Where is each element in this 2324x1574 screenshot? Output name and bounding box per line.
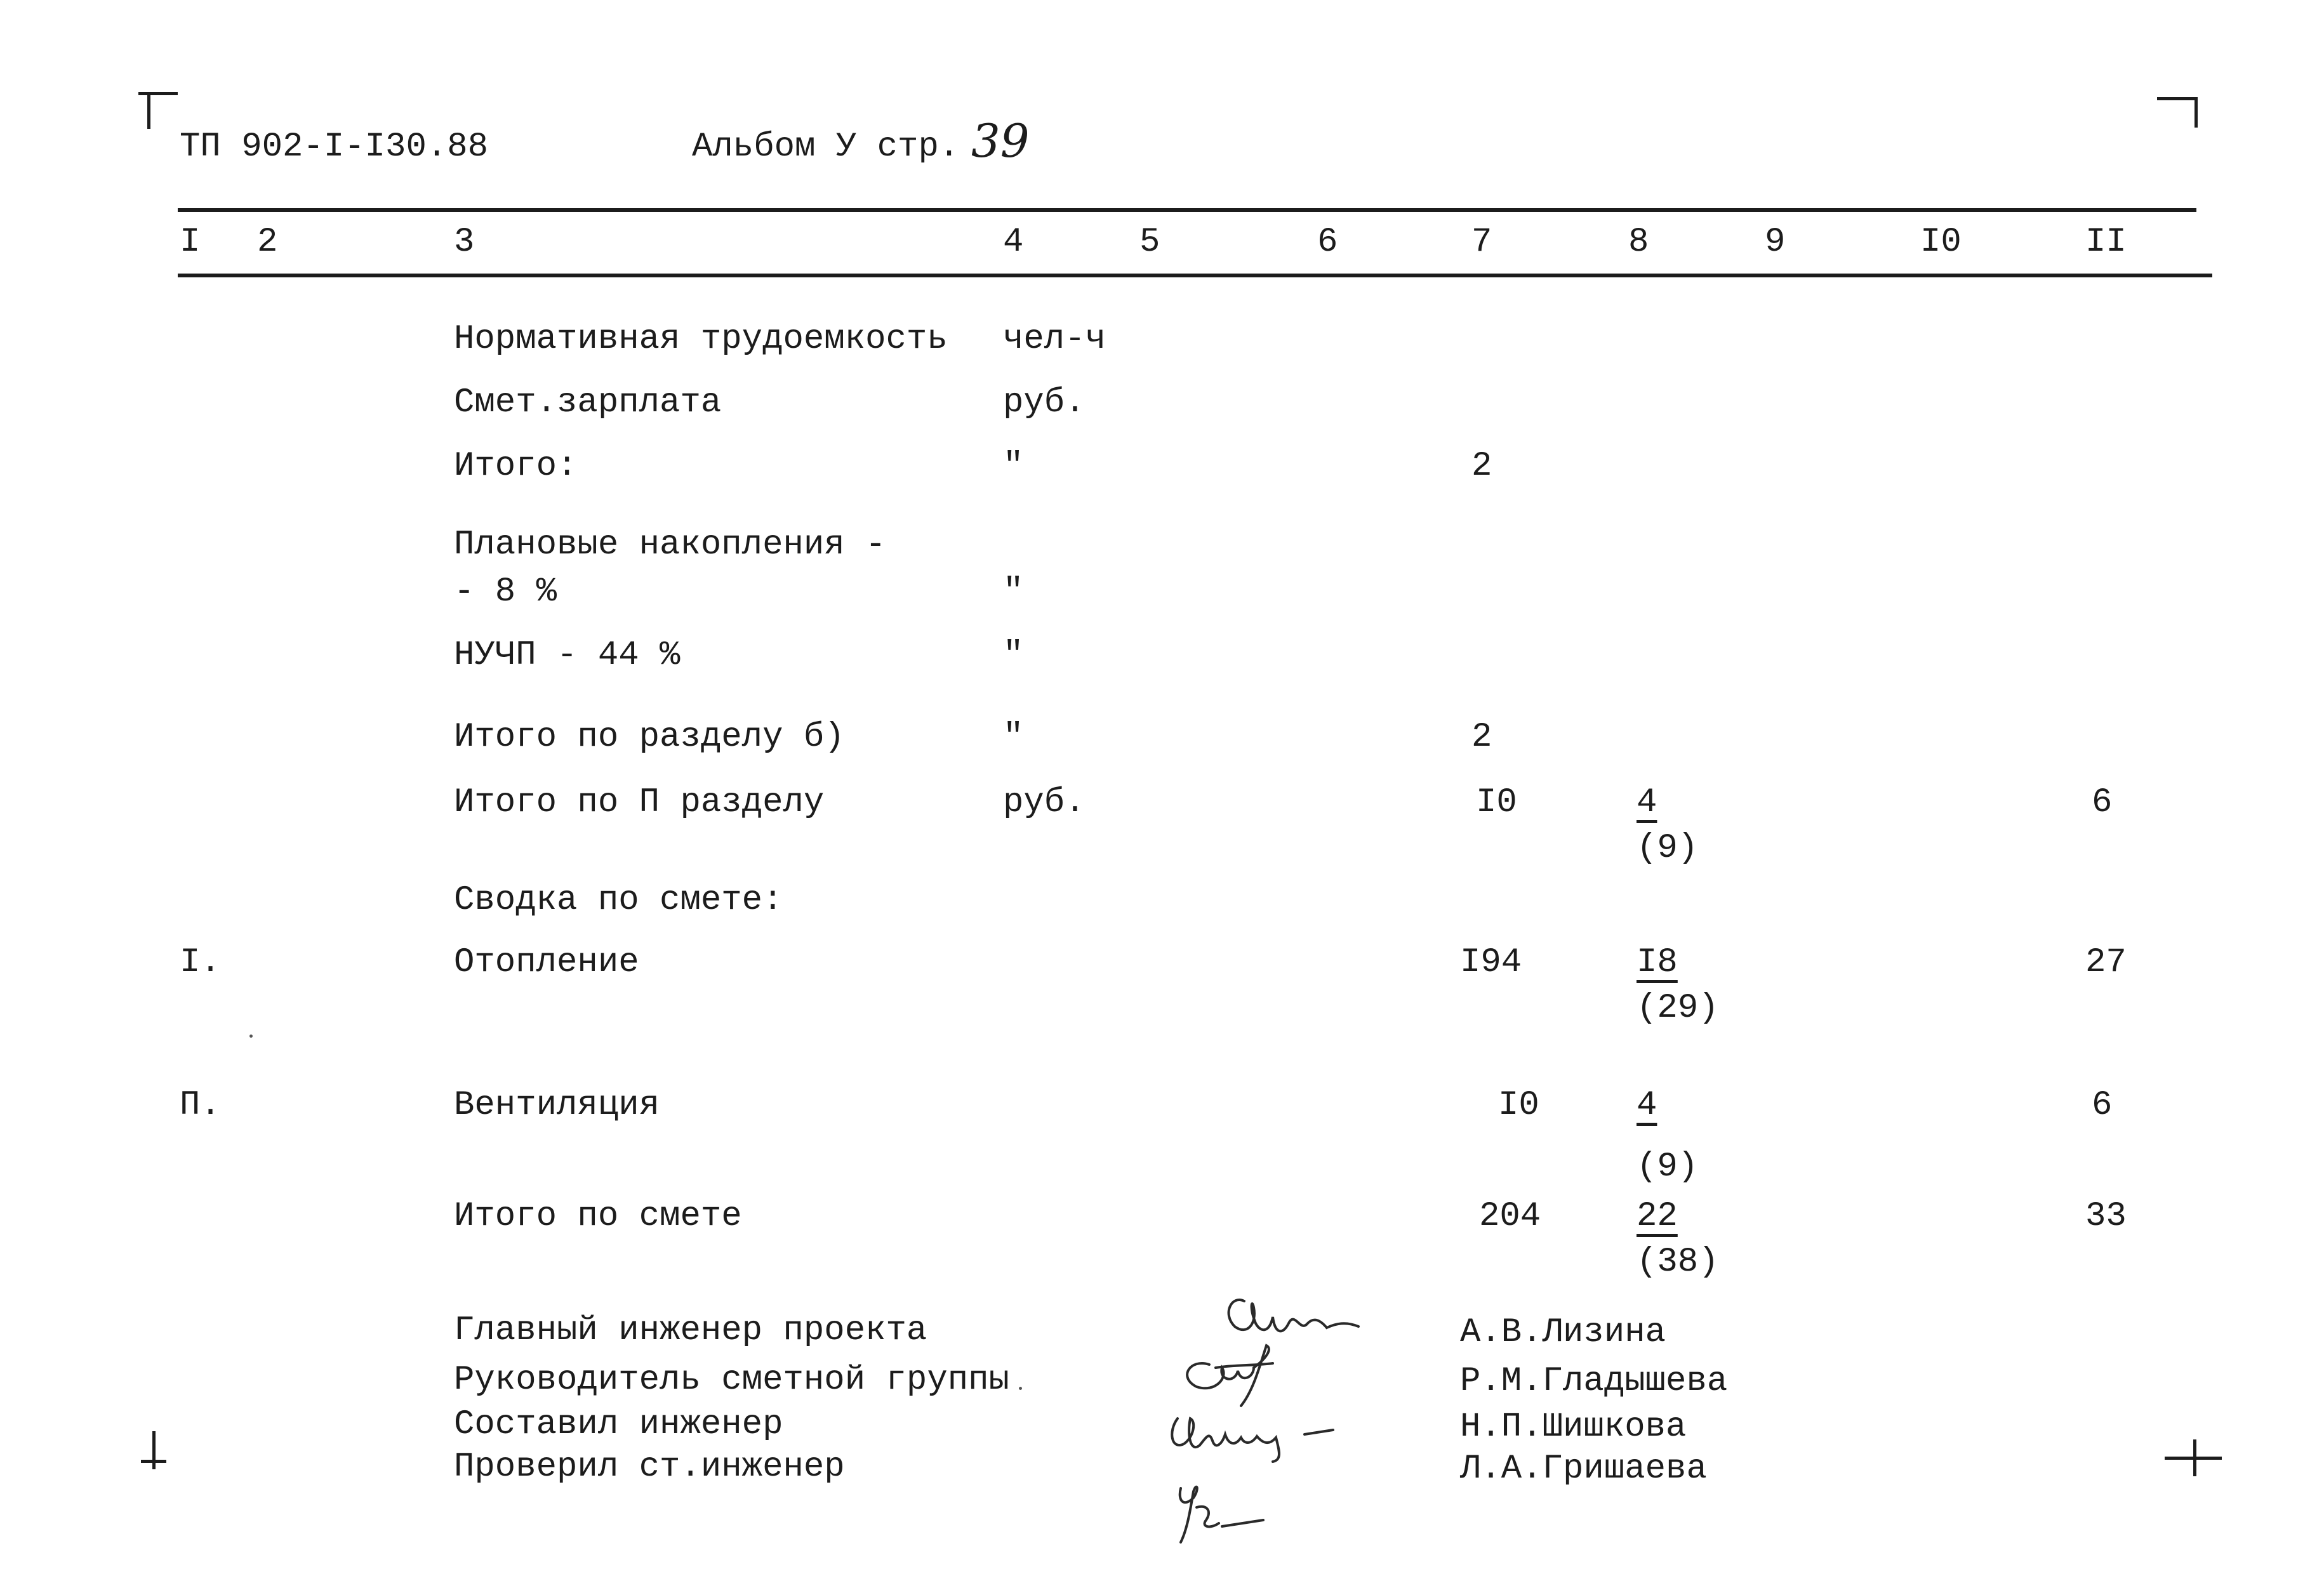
row-section-ii-total-unit: руб. <box>1003 783 1086 822</box>
row-planned-unit: " <box>1003 572 1024 611</box>
row-ventilation-col7: I0 <box>1498 1086 1539 1125</box>
row-summary-heading: Сводка по смете: <box>454 881 783 920</box>
row-subtotal-unit: " <box>1003 447 1024 486</box>
row-ventilation-col8-top: 4 <box>1637 1086 1657 1125</box>
album-label: Альбом У стр. <box>692 128 960 166</box>
col-10: I0 <box>1920 223 1962 261</box>
crop-mark-bottom-right-v <box>2193 1439 2196 1476</box>
row-heating-col7: I94 <box>1460 943 1522 982</box>
doc-code: ТП 902-I-I30.88 <box>180 128 489 166</box>
row-section-b-total-unit: " <box>1003 718 1024 757</box>
col-2: 2 <box>257 223 278 261</box>
row-ventilation-num: П. <box>180 1086 221 1125</box>
row-subtotal-col7: 2 <box>1471 447 1492 486</box>
row-heating-num: I. <box>180 943 221 982</box>
row-grand-total-col11: 33 <box>2085 1197 2127 1236</box>
row-heating-name: Отопление <box>454 943 639 982</box>
col-8: 8 <box>1628 223 1649 261</box>
page-number: 39 <box>971 114 1030 168</box>
row-wages-unit: руб. <box>1003 383 1086 422</box>
signature-role-chief-engineer: Главный инженер проекта <box>454 1311 927 1350</box>
header-rule-bottom <box>178 274 2212 277</box>
col-1: I <box>180 223 201 261</box>
row-ventilation-col11: 6 <box>2092 1086 2113 1125</box>
crop-mark-top-right-v <box>2195 97 2198 128</box>
crop-mark-bottom-left-v <box>152 1431 156 1469</box>
row-section-ii-total-col11: 6 <box>2092 783 2113 822</box>
row-planned-name-line1: Плановые накопления - <box>454 526 886 564</box>
col-4: 4 <box>1003 223 1024 261</box>
row-grand-total-name: Итого по смете <box>454 1197 742 1236</box>
signature-role-checker: Проверил ст.инженер <box>454 1448 845 1486</box>
row-labor-unit: чел-ч <box>1003 320 1106 359</box>
col-7: 7 <box>1471 223 1492 261</box>
row-nuchp-name: НУЧП - 44 % <box>454 636 681 675</box>
row-planned-name-line2: - 8 % <box>454 572 557 611</box>
row-section-b-total-col7: 2 <box>1471 718 1492 757</box>
col-3: 3 <box>454 223 475 261</box>
row-grand-total-col8-bottom: (38) <box>1637 1243 1719 1281</box>
speck <box>1019 1387 1022 1390</box>
row-grand-total-col7: 204 <box>1479 1197 1541 1236</box>
row-section-ii-total-name: Итого по П разделу <box>454 783 825 822</box>
crop-mark-bottom-left-h <box>141 1460 166 1463</box>
row-heating-col11: 27 <box>2085 943 2127 982</box>
signature-person-estimate-head: Р.М.Гладышева <box>1460 1362 1728 1401</box>
row-section-ii-total-col7: I0 <box>1476 783 1517 822</box>
handwritten-signature-1 <box>1219 1288 1371 1346</box>
row-wages-name: Смет.зарплата <box>454 383 722 422</box>
row-heating-col8-top: I8 <box>1637 943 1678 982</box>
handwritten-signature-2 <box>1171 1339 1298 1409</box>
col-6: 6 <box>1317 223 1338 261</box>
row-heating-col8-bottom: (29) <box>1637 989 1719 1028</box>
crop-mark-top-left-v <box>147 92 150 129</box>
signature-person-chief-engineer: А.В.Лизина <box>1460 1313 1666 1352</box>
signature-role-compiler: Составил инженер <box>454 1405 783 1444</box>
row-ventilation-name: Вентиляция <box>454 1086 660 1125</box>
row-labor-name: Нормативная трудоемкость <box>454 320 948 359</box>
row-section-b-total-name: Итого по разделу б) <box>454 718 845 757</box>
speck <box>249 1035 253 1038</box>
row-ventilation-col8-bottom: (9) <box>1637 1147 1699 1186</box>
row-subtotal-name: Итого: <box>454 447 578 486</box>
handwritten-signature-4 <box>1168 1472 1282 1549</box>
signature-person-checker: Л.А.Гришаева <box>1460 1450 1707 1488</box>
row-grand-total-col8-top: 22 <box>1637 1197 1678 1236</box>
row-section-ii-total-col8-top: 4 <box>1637 783 1657 822</box>
row-nuchp-unit: " <box>1003 636 1024 675</box>
col-9: 9 <box>1765 223 1786 261</box>
header-rule-top <box>178 208 2196 212</box>
signature-role-estimate-head: Руководитель сметной группы <box>454 1361 1009 1399</box>
col-11: II <box>2085 223 2127 261</box>
col-5: 5 <box>1139 223 1160 261</box>
crop-mark-top-right-h <box>2157 97 2196 100</box>
signature-person-compiler: Н.П.Шишкова <box>1460 1408 1687 1446</box>
handwritten-signature-3 <box>1162 1406 1371 1463</box>
row-section-ii-total-col8-bottom: (9) <box>1637 829 1699 868</box>
crop-mark-top-left-h <box>138 92 178 95</box>
